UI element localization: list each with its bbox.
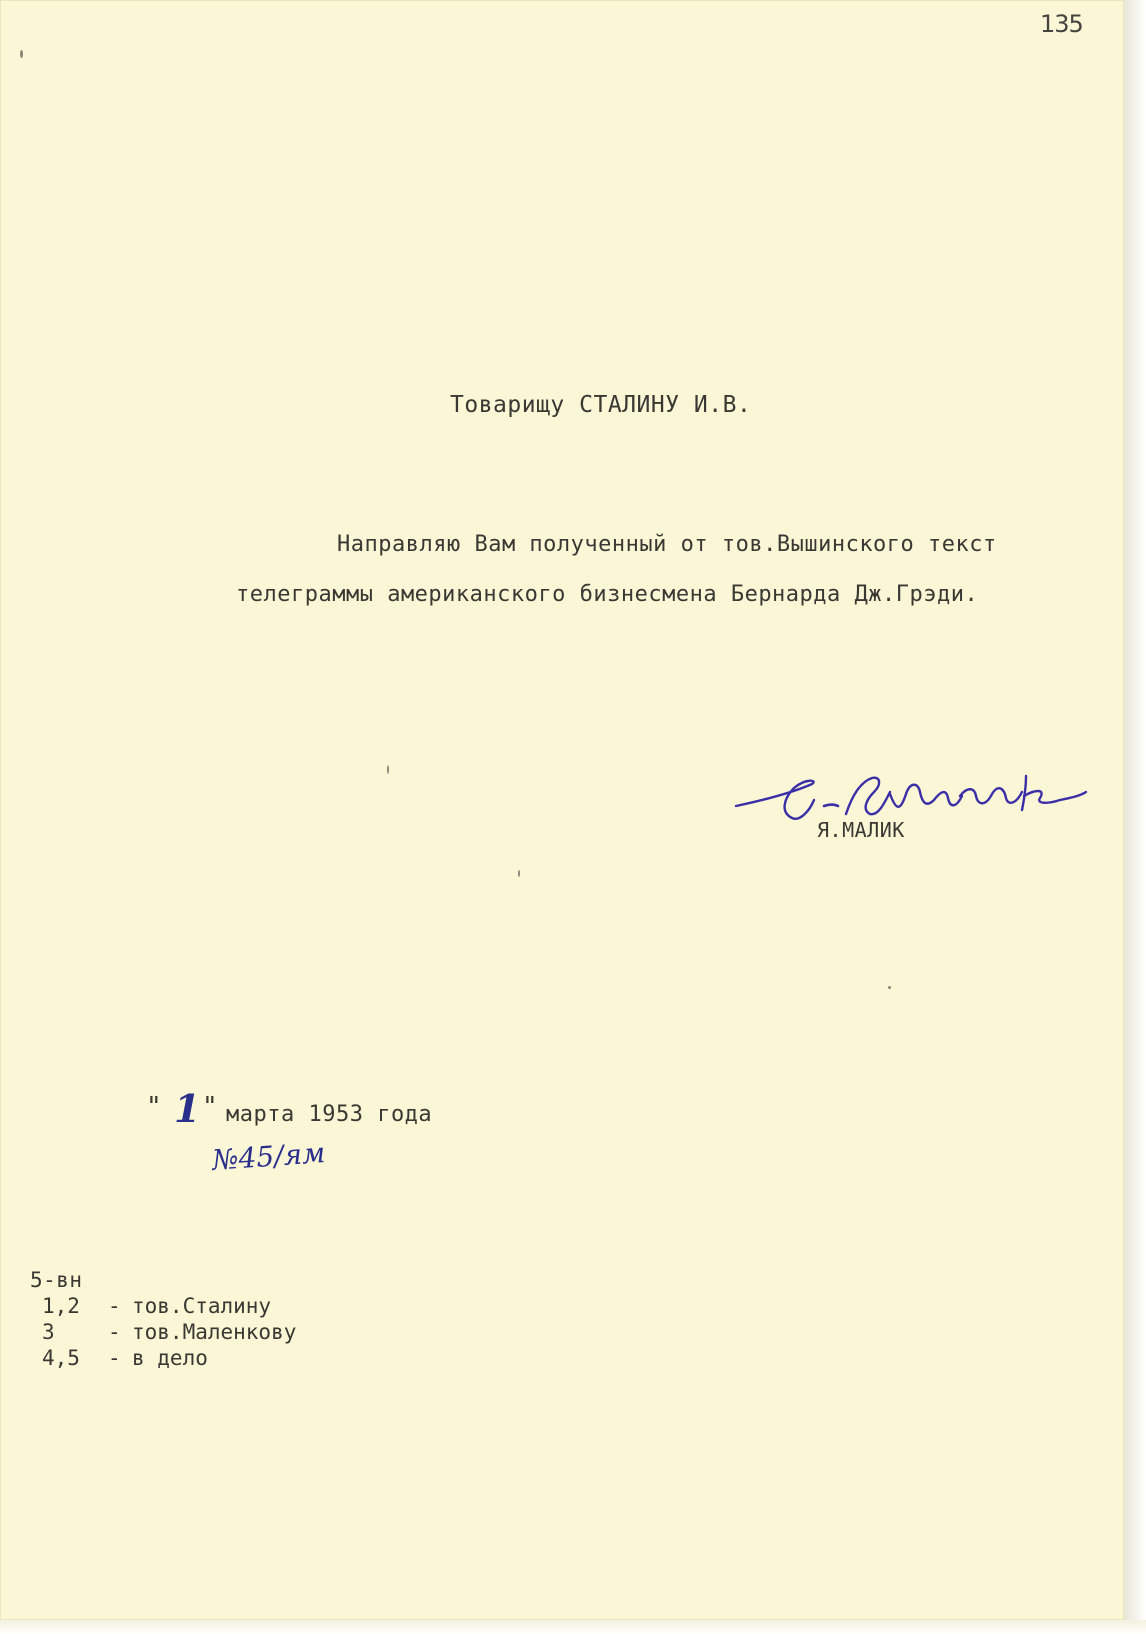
date-close-quote: " — [202, 1092, 218, 1122]
paper-speck — [20, 50, 23, 58]
distribution-row — [30, 1294, 430, 1320]
date-open-quote: " — [146, 1092, 162, 1122]
recipient: в дело — [132, 1346, 208, 1370]
copy-numbers: 1,2 — [42, 1294, 80, 1318]
recipient: тов.Сталину — [132, 1294, 272, 1318]
dash: - — [108, 1294, 121, 1318]
scan-bottom-shadow — [0, 1620, 1146, 1634]
date-day-handwritten: 1 — [174, 1086, 201, 1131]
distribution-row — [30, 1320, 430, 1346]
paper-speck — [387, 765, 389, 774]
paper-speck — [888, 986, 891, 989]
dash: - — [108, 1346, 121, 1370]
date-month-year: марта 1953 года — [226, 1102, 433, 1127]
copy-numbers: 4,5 — [42, 1346, 80, 1370]
archive-page-number: 135 — [1040, 10, 1083, 38]
handwritten-signature — [734, 770, 1094, 840]
recipient: тов.Маленкову — [132, 1320, 297, 1344]
body-text-line-2: телеграммы американского бизнесмена Бернарда Дж.Грэди. — [236, 582, 979, 607]
signatory-typed-name: Я.МАЛИК — [817, 818, 905, 842]
addressee-line: Товарищу СТАЛИНУ И.В. — [450, 392, 752, 418]
scan-edge-shadow — [1124, 0, 1146, 1634]
copies-count: 5-вн — [30, 1268, 83, 1292]
copy-numbers: 3 — [42, 1320, 55, 1344]
registration-number-handwritten: №45/ям — [210, 1136, 327, 1177]
distribution-row — [30, 1346, 430, 1372]
dash: - — [108, 1320, 121, 1344]
body-text-line-1: Направляю Вам полученный от тов.Вышинского текст — [337, 532, 997, 557]
paper-speck — [518, 870, 520, 877]
